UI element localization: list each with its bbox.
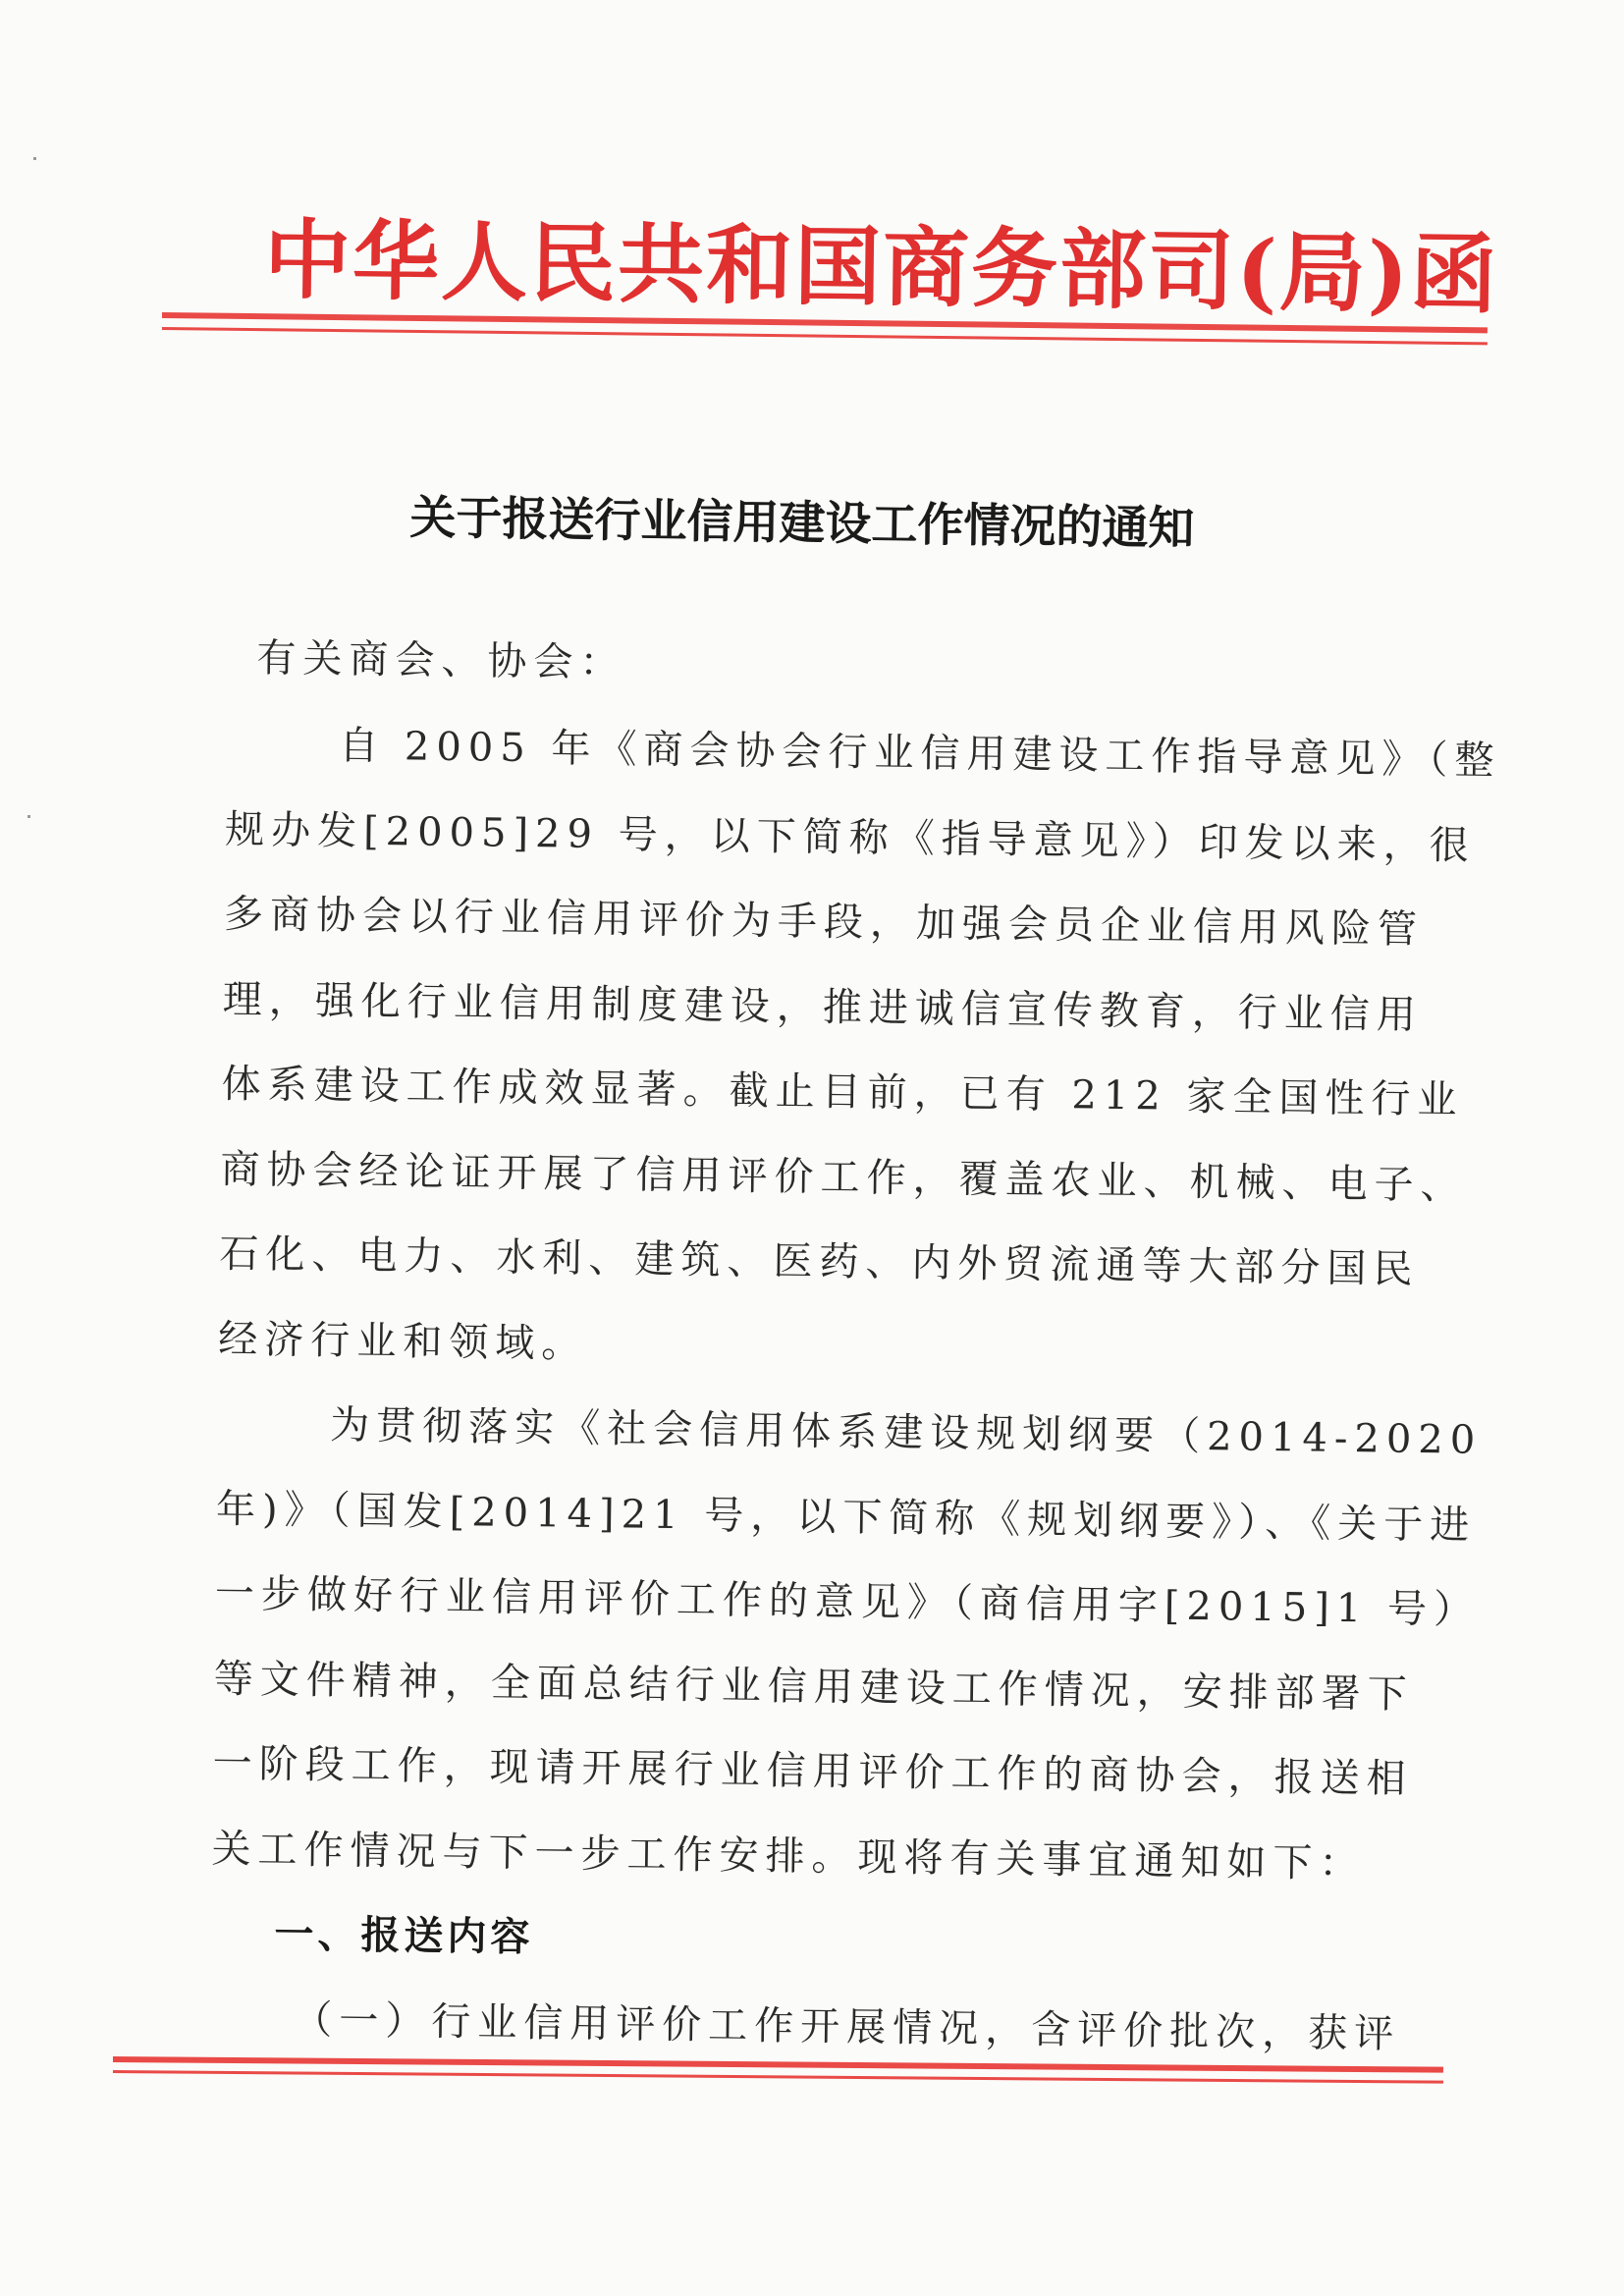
paragraph-1-line-2: 规办发[2005]29 号，以下简称《指导意见》）印发以来，很 — [224, 806, 1476, 869]
paragraph-2-line-5: 一阶段工作，现请开展行业信用评价工作的商协会，报送相 — [212, 1740, 1413, 1802]
document-title: 关于报送行业信用建设工作情况的通知 — [409, 490, 1195, 557]
sub-item-1: （一）行业信用评价工作开展情况，含评价批次，获评 — [292, 1996, 1401, 2057]
scan-speck — [27, 815, 30, 818]
paragraph-2-line-6: 关工作情况与下一步工作安排。现将有关事宜通知如下： — [211, 1826, 1366, 1886]
paragraph-1-line-7: 石化、电力、水利、建筑、医药、内外贸流通等大部分国民 — [219, 1230, 1420, 1292]
scan-speck — [33, 157, 36, 160]
paragraph-1-line-4: 理，强化行业信用制度建设，推进诚信宣传教育，行业信用 — [222, 976, 1424, 1038]
section-heading: 一、报送内容 — [274, 1911, 534, 1961]
paragraph-2-line-3: 一步做好行业信用评价工作的意见》（商信用字[2015]1 号） — [214, 1570, 1481, 1633]
paragraph-1-line-5: 体系建设工作成效显著。截止目前，已有 212 家全国性行业 — [221, 1061, 1464, 1123]
paragraph-1-line-8: 经济行业和领域。 — [218, 1316, 588, 1367]
paragraph-1-line-6: 商协会经论证开展了信用评价工作，覆盖农业、机械、电子、 — [220, 1146, 1467, 1209]
salutation: 有关商会、协会： — [256, 635, 626, 686]
document-body — [209, 614, 1501, 2076]
paragraph-1-line-3: 多商协会以行业信用评价为手段，加强会员企业信用风险管 — [223, 891, 1425, 953]
paragraph-2-line-4: 等文件精神，全面总结行业信用建设工作情况，安排部署下 — [213, 1656, 1415, 1718]
paragraph-2-line-1: 为贯彻落实《社会信用体系建设规划纲要（2014-2020 — [329, 1402, 1483, 1463]
paragraph-1-line-1: 自 2005 年《商会协会行业信用建设工作指导意见》（整 — [338, 723, 1501, 784]
paragraph-2-line-2: 年)》（国发[2014]21 号，以下简称《规划纲要》）、《关于进 — [215, 1486, 1477, 1549]
letterhead-title: 中华人民共和国商务部司(局)函 — [263, 207, 1499, 326]
